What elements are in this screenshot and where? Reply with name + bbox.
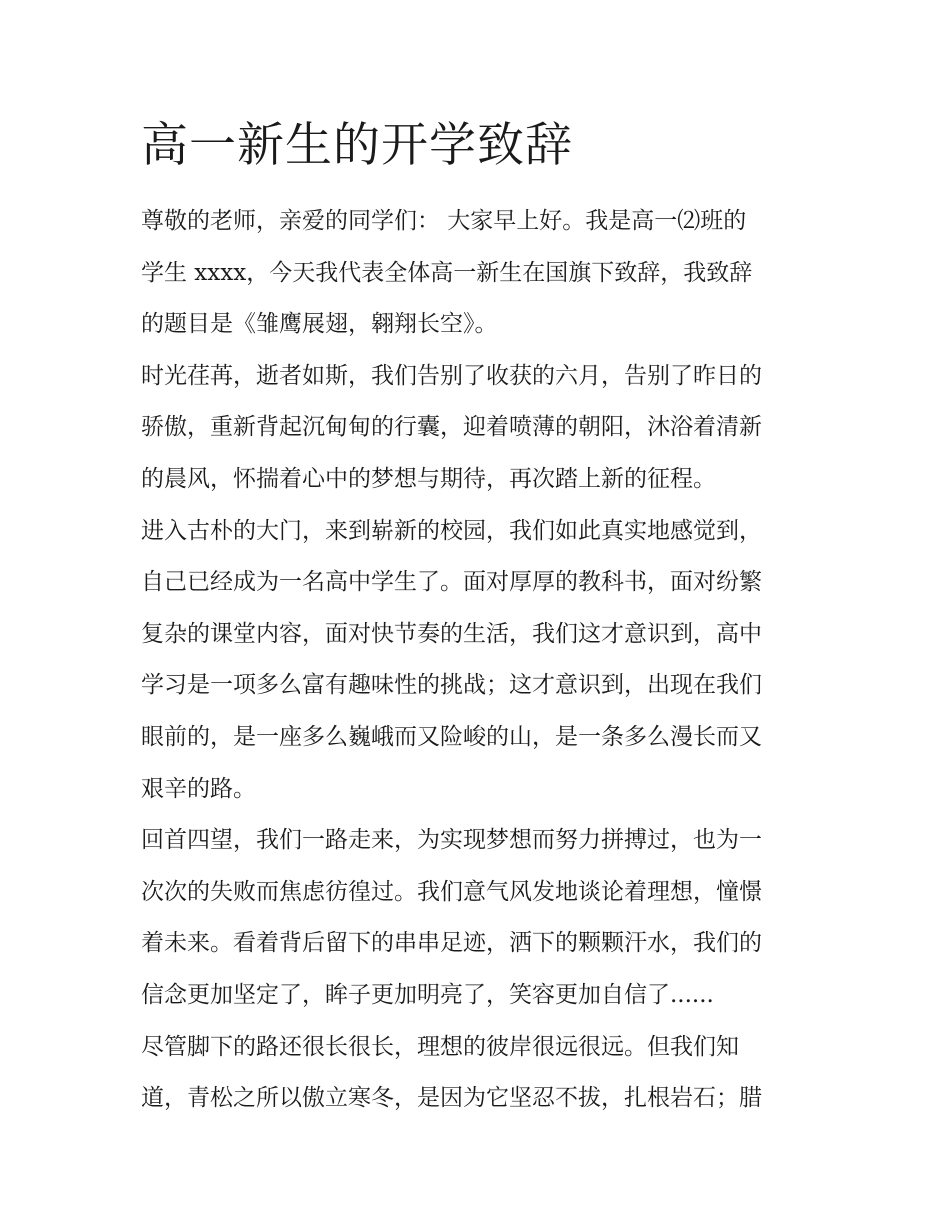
body-line: 进入古朴的大门，来到崭新的校园，我们如此真实地感觉到， [141, 517, 762, 544]
body-line: 复杂的课堂内容，面对快节奏的生活，我们这才意识到，高中 [141, 620, 762, 647]
body-line: 骄傲，重新背起沉甸甸的行囊，迎着喷薄的朝阳，沐浴着清新 [141, 414, 762, 441]
body-line: 信念更加坚定了，眸子更加明亮了，笑容更加自信了...... [141, 981, 714, 1008]
body-line: 眼前的，是一座多么巍峨而又险峻的山，是一条多么漫长而又 [141, 723, 762, 750]
body-line: 着未来。看着背后留下的串串足迹，洒下的颗颗汗水，我们的 [141, 930, 762, 957]
body-line: 回首四望，我们一路走来，为实现梦想而努力拼搏过，也为一 [141, 827, 762, 854]
body-line: 的题目是《雏鹰展翅，翱翔长空》。 [141, 311, 498, 338]
body-line: 学习是一项多么富有趣味性的挑战；这才意识到，出现在我们 [141, 672, 762, 699]
body-line: 艰辛的路。 [141, 775, 256, 802]
body-line: 时光荏苒，逝者如斯，我们告别了收获的六月，告别了昨日的 [141, 362, 762, 389]
document-body [141, 196, 821, 1125]
body-line: 的晨风，怀揣着心中的梦想与期待，再次踏上新的征程。 [141, 465, 716, 492]
body-line: 次次的失败而焦虑彷徨过。我们意气风发地谈论着理想，憧憬 [141, 878, 762, 905]
body-line: 道，青松之所以傲立寒冬，是因为它坚忍不拔，扎根岩石；腊 [141, 1085, 762, 1112]
body-line: 学生 xxxx，今天我代表全体高一新生在国旗下致辞，我致辞 [141, 259, 753, 286]
body-line: 自己已经成为一名高中学生了。面对厚厚的教科书，面对纷繁 [141, 569, 762, 596]
body-line: 尊敬的老师，亲爱的同学们： 大家早上好。我是高一⑵班的 [141, 208, 747, 234]
document-title: 高一新生的开学致辞 [141, 118, 573, 173]
body-line: 尽管脚下的路还很长很长，理想的彼岸很远很远。但我们知 [141, 1033, 739, 1060]
